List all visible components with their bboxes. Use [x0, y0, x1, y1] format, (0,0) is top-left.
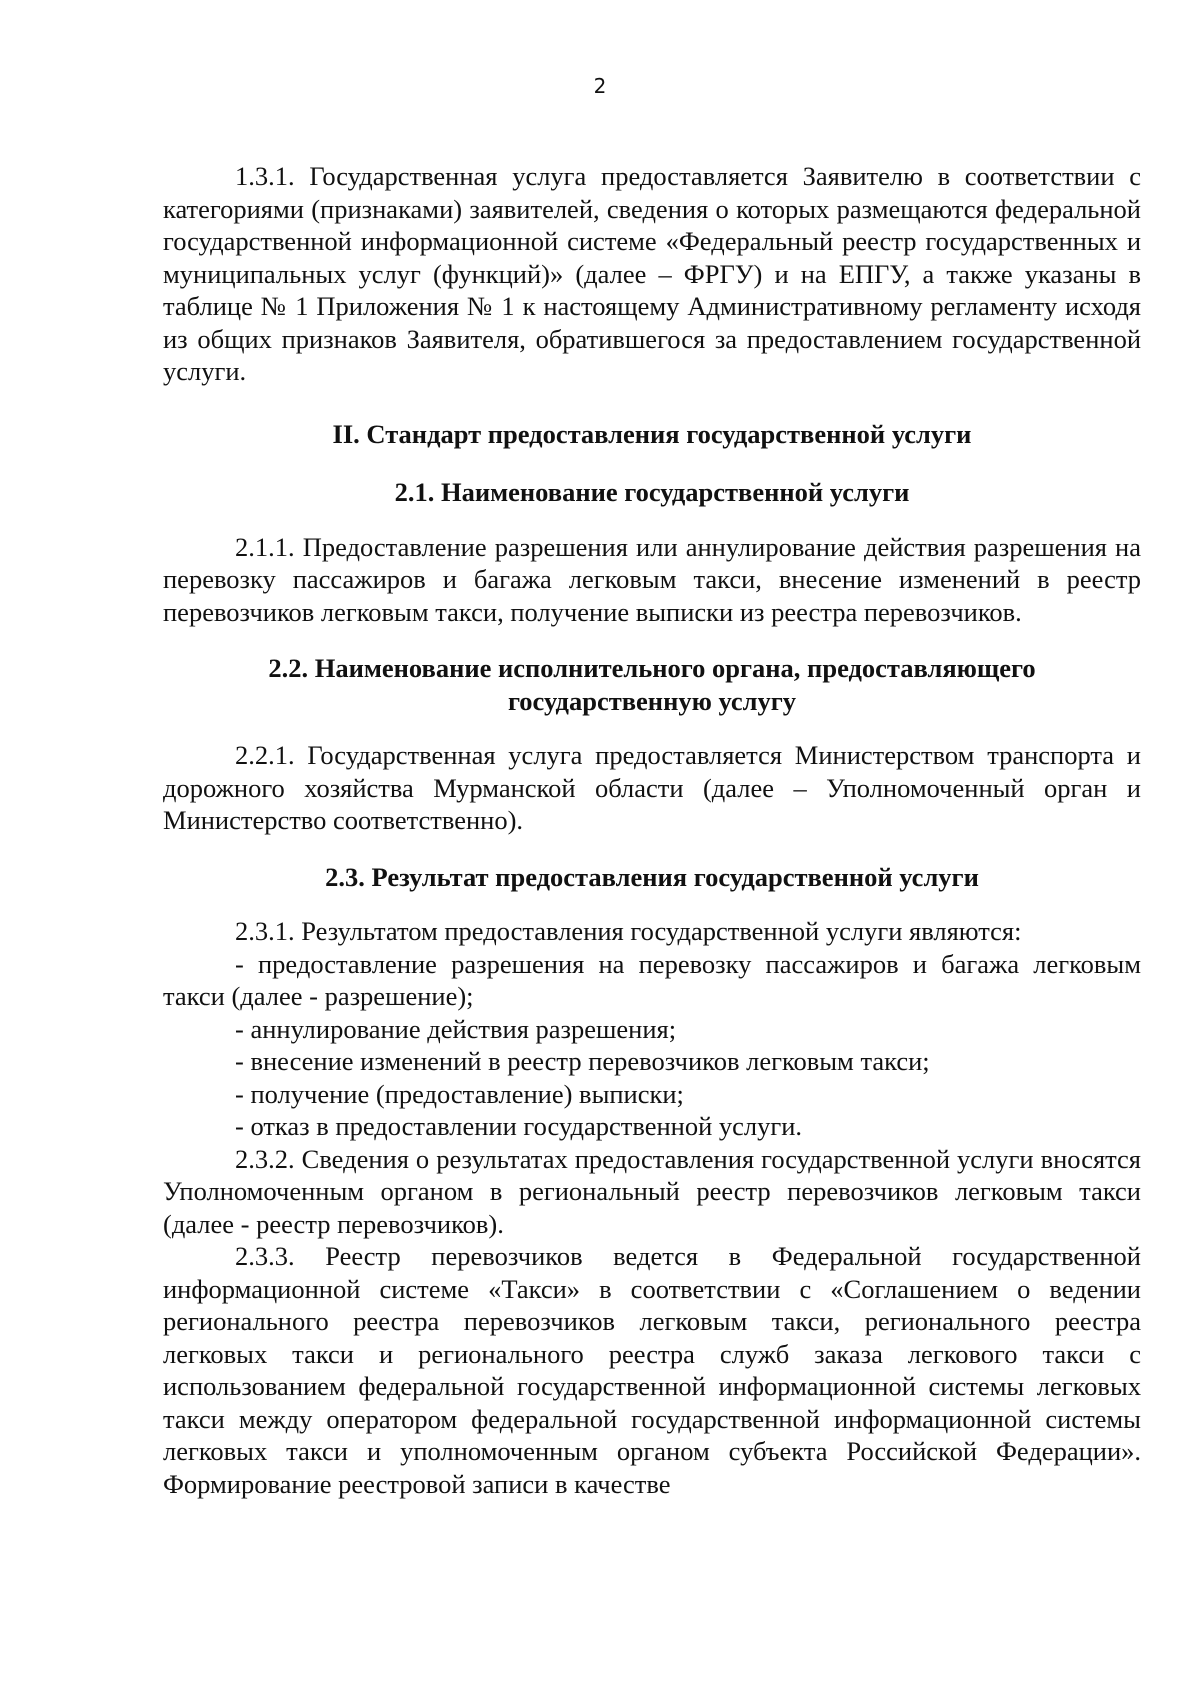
list-item: - предоставление разрешения на перевозку пассажиров и багажа легковым такси (далее - разрешение); [163, 948, 1141, 1011]
section-heading-standard: II. Стандарт предоставления государственной услуги [332, 418, 972, 449]
paragraph-2-2-1: 2.2.1. Государственная услуга предоставляется Министерством транспорта и дорожного хозяйства Мурманской области (далее – Уполномоченный орган и Министерство соответственно). [163, 740, 1141, 835]
list-item: - получение (предоставление) выписки; [235, 1078, 684, 1109]
list-item: - внесение изменений в реестр перевозчиков легковым такси; [235, 1046, 930, 1076]
heading-2-3: 2.3. Результат предоставления государственной услуги [325, 861, 979, 892]
paragraph-1-3-1: 1.3.1. Государственная услуга предоставляется Заявителю в соответствии с категориями (признаками) заявителей, сведения о которых размещаются федеральной государственной информационной системе «Федеральный реестр государственных и муниципальных услуг (функций)» (далее – ФРГУ) и на ЕПГУ, а также указаны в таблице № 1 Приложения № 1 к настоящему Административному регламенту исходя из общих признаков Заявителя, обратившегося за предоставлением государственной услуги. [163, 161, 1141, 386]
list-item: - аннулирование действия разрешения; [235, 1013, 677, 1044]
paragraph-2-3-1: 2.3.1. Результатом предоставления государственной услуги являются: [235, 916, 1022, 946]
list-item: - отказ в предоставлении государственной услуги. [235, 1111, 803, 1141]
heading-2-2-line-2: государственную услугу [507, 685, 797, 716]
document-body [163, 160, 1141, 1500]
page-number: 2 [593, 74, 607, 98]
heading-2-2-line-1: 2.2. Наименование исполнительного органа, предоставляющего [268, 653, 1036, 683]
paragraph-2-1-1: 2.1.1. Предоставление разрешения или аннулирование действия разрешения на перевозку пассажиров и багажа легковым такси, внесение изменений в реестр перевозчиков легковым такси, получение выписки из реестра перевозчиков. [163, 531, 1141, 627]
paragraph-2-3-2: 2.3.2. Сведения о результатах предоставления государственной услуги вносятся Уполномоченным органом в региональный реестр перевозчиков легковым такси (далее - реестр перевозчиков). [163, 1143, 1141, 1239]
paragraph-2-3-3: 2.3.3. Реестр перевозчиков ведется в Федеральной государственной информационной системе «Такси» в соответствии с «Соглашением о ведении регионального реестра перевозчиков легковым такси, регионального реестра легковых такси и регионального реестра служб заказа легкового такси с использованием федеральной государственной информационной системы легковых такси между оператором федеральной государственной информационной системы легковых такси и уполномоченным органом субъекта Российской Федерации». Формирование реестровой записи в качестве [163, 1241, 1141, 1499]
heading-2-1: 2.1. Наименование государственной услуги [394, 477, 910, 507]
